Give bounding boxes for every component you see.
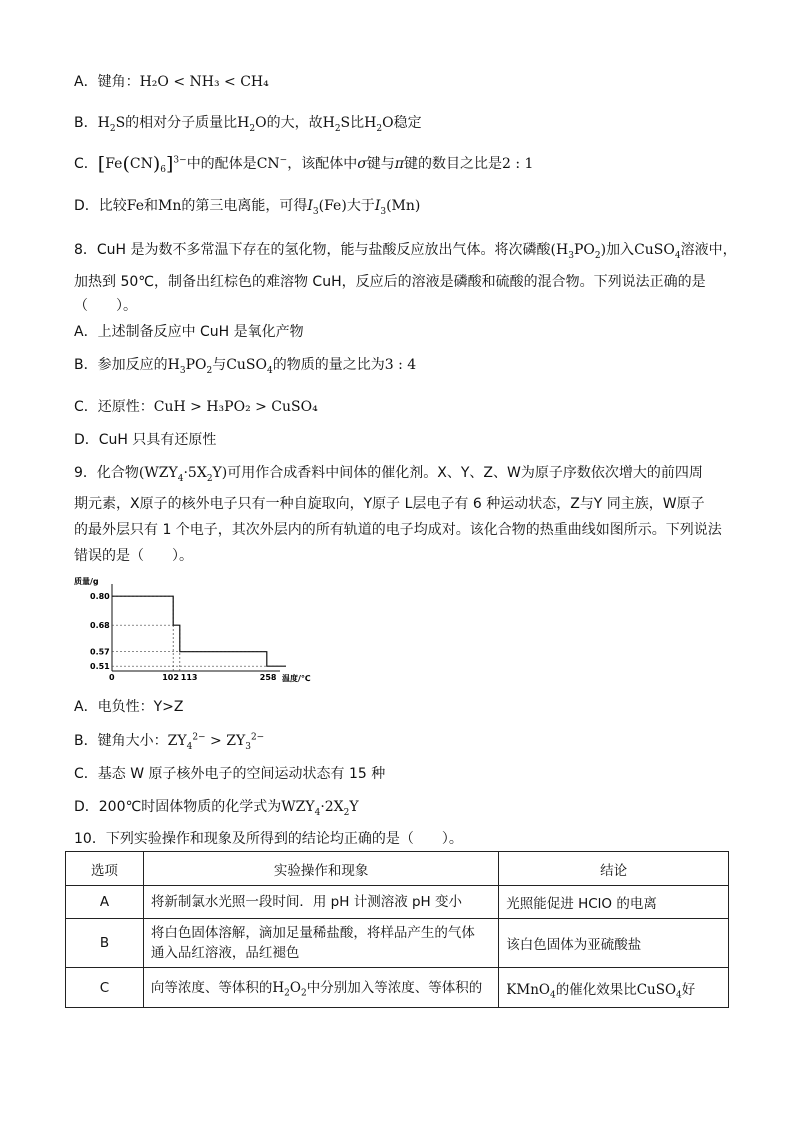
col-header-operation: 实验操作和现象 xyxy=(143,852,498,886)
q9-option-b: B．键角大小：$ZY_4^{2-} > ZY_3^{2-}$ xyxy=(74,732,265,752)
q8-stem-line1: 8．CuH 是为数不多常温下存在的氢化物，能与盐酸反应放出气体。将次磷酸$(H_3PO_2)$加入CuSO$_4$溶液中， xyxy=(74,242,737,261)
q7-option-c: C．$[Fe(CN)_6]^{3-}$中的配体是CN−，该配体中σ键与π键的数目之比是2 : 1 xyxy=(74,153,534,175)
q9-stem-line2: 期元素，X原子的核外电子只有一种自旋取向，Y原子 L层电子有 6 种运动状态，Z与Y 同主族，W原子 xyxy=(74,496,705,512)
col-header-option: 选项 xyxy=(66,852,144,886)
q7-option-d: D．比较Fe和Mn的第三电离能，可得$I_3(Fe)$大于$I_3(Mn)$ xyxy=(74,198,421,217)
q7-option-a: A．键角：H₂O < NH₃ < CH₄ xyxy=(74,74,269,90)
q7-a-formula: H₂O < NH₃ < CH₄ xyxy=(139,74,269,90)
q10-stem: 10．下列实验操作和现象及所得到的结论均正确的是（ ）。 xyxy=(74,831,463,847)
table-row: A 将新制氯水光照一段时间．用 pH 计测溶液 pH 变小 光照能促进 HClO 的电离 xyxy=(66,886,729,919)
chart-y-tick-label: 0.51 xyxy=(90,662,110,672)
q8-c-formula: CuH > H₃PO₂ > CuSO₄ xyxy=(153,399,318,415)
chart-x-tick-label: 102 xyxy=(162,673,179,682)
q9-stem-line3: 的最外层只有 1 个电子，其次外层内的所有轨道的电子均成对。该化合物的热重曲线如图所示。下列说法 xyxy=(74,522,722,538)
q8-stem-line2: 加热到 50℃，制备出红棕色的难溶物 CuH，反应后的溶液是磷酸和硫酸的混合物。下列说法正确的是 xyxy=(74,274,706,290)
chart-y-label: 质量/g xyxy=(74,577,99,586)
chart-x-tick-label: 0 xyxy=(109,673,115,682)
col-header-conclusion: 结论 xyxy=(499,852,729,886)
q7-option-b: B．$H_2S$的相对分子质量比$H_2O$的大，故$H_2S$比$H_2O$稳定 xyxy=(74,115,422,134)
chart-series-line xyxy=(112,596,286,666)
q8-option-b: B．参加反应的$H_3PO_2$与CuSO$_4$的物质的量之比为3 : 4 xyxy=(74,357,417,376)
table-row: B 将白色固体溶解，滴加足量稀盐酸，将样品产生的气体 通入品红溶液，品红褪色 该白色固体为亚硫酸盐 xyxy=(66,919,729,968)
experiment-table xyxy=(65,851,729,1008)
q9-option-a: A．电负性：Y>Z xyxy=(74,699,184,715)
q8-option-c: C．还原性：CuH > H₃PO₂ > CuSO₄ xyxy=(74,399,318,415)
chart-y-tick-label: 0.57 xyxy=(90,647,110,657)
q8-option-a: A．上述制备反应中 CuH 是氧化产物 xyxy=(74,324,304,340)
chart-x-tick-label: 113 xyxy=(180,673,198,682)
chart-x-label: 温度/℃ xyxy=(282,674,311,683)
q9-stem-line1: 9．化合物$(WZY_4\cdot 5X_2Y)$可用作合成香料中间体的催化剂。X、Y、Z、W为原子序数依次增大的前四周 xyxy=(74,465,703,484)
table-header-row xyxy=(66,852,729,886)
q9-stem-line4: 错误的是（ ）。 xyxy=(74,548,193,564)
chart-y-tick-label: 0.80 xyxy=(90,592,110,602)
chart-y-tick-label: 0.68 xyxy=(90,621,110,631)
thermogravimetric-chart xyxy=(70,576,330,688)
chart-x-tick-label: 258 xyxy=(259,673,277,682)
q8-option-d: D．CuH 只具有还原性 xyxy=(74,432,217,448)
q9-option-c: C．基态 W 原子核外电子的空间运动状态有 15 种 xyxy=(74,766,386,782)
table-row: C 向等浓度、等体积的$H_2O_2$中分别加入等浓度、等体积的 KMnO$_4$的催化效果比CuSO$_4$好 xyxy=(66,968,729,1008)
q9-option-d: D．200℃时固体物质的化学式为$WZY_4\cdot 2X_2Y$ xyxy=(74,799,359,818)
q8-stem-line3: （ ）。 xyxy=(74,298,137,314)
